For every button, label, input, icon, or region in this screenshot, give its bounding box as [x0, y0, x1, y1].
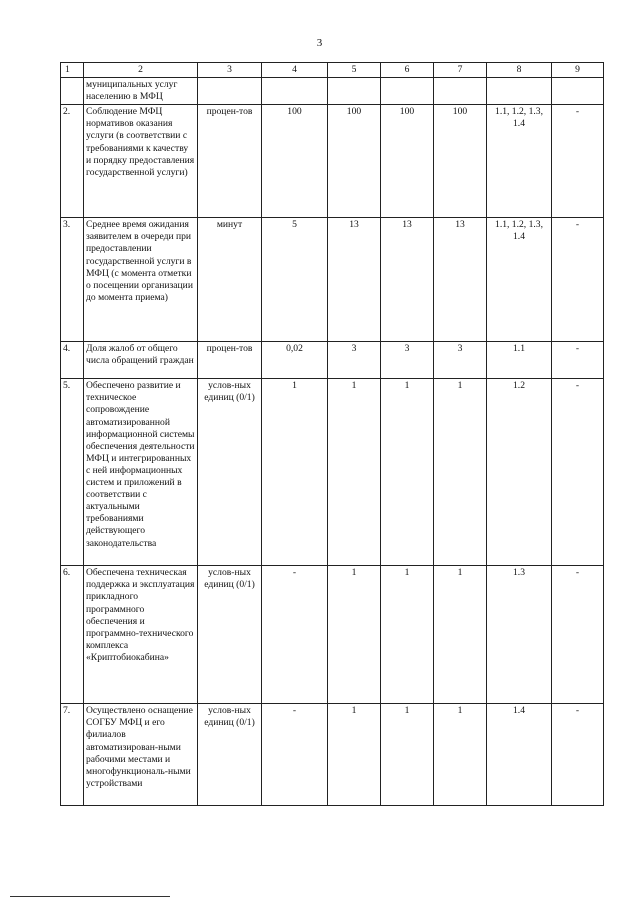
footnote-separator: [10, 896, 170, 897]
indicator-name: Среднее время ожидания заявителем в очереди при предоставлении государственной услуги в МФЦ (с момента отметки о посещении организации до момента приема): [84, 218, 198, 342]
note-cell: -: [552, 105, 604, 218]
value-cell: 1: [328, 566, 381, 704]
indicator-name: муниципальных услуг населению в МФЦ: [84, 78, 198, 105]
unit-cell: услов-ных единиц (0/1): [198, 566, 262, 704]
header-cell: 6: [381, 63, 434, 78]
value-cell: 1: [328, 704, 381, 806]
table-row: [61, 566, 604, 704]
value-cell: 1: [381, 704, 434, 806]
header-cell: 7: [434, 63, 487, 78]
reference-cell: 1.3: [487, 566, 552, 704]
indicator-name: Обеспечена техническая поддержка и эксплуатация прикладного программного обеспечения и программно-технического комплекса «Криптобиокабина»: [84, 566, 198, 704]
reference-cell: [487, 78, 552, 105]
value-cell: 1: [262, 379, 328, 566]
value-cell: 100: [434, 105, 487, 218]
value-cell: 100: [381, 105, 434, 218]
note-cell: -: [552, 704, 604, 806]
value-cell: 0,02: [262, 342, 328, 379]
value-cell: 3: [434, 342, 487, 379]
table-row: [61, 78, 604, 105]
row-number: [61, 78, 84, 105]
value-cell: 1: [434, 704, 487, 806]
row-number: 3.: [61, 218, 84, 342]
row-number: 2.: [61, 105, 84, 218]
table-row: [61, 218, 604, 342]
indicator-name: Осуществлено оснащение СОГБУ МФЦ и его филиалов автоматизирован-ными рабочими местами и многофункциональ-ными устройствами: [84, 704, 198, 806]
row-number: 6.: [61, 566, 84, 704]
value-cell: 1: [381, 566, 434, 704]
indicator-name: Соблюдение МФЦ нормативов оказания услуги (в соответствии с требованиями к качеству и порядку предоставления государственной услуги): [84, 105, 198, 218]
value-cell: 3: [328, 342, 381, 379]
value-cell: 5: [262, 218, 328, 342]
reference-cell: 1.4: [487, 704, 552, 806]
value-cell: 1: [328, 379, 381, 566]
table-row: [61, 105, 604, 218]
value-cell: 13: [434, 218, 487, 342]
value-cell: 1: [434, 379, 487, 566]
note-cell: -: [552, 379, 604, 566]
reference-cell: 1.1, 1.2, 1.3, 1.4: [487, 105, 552, 218]
table-header-row: [61, 63, 604, 78]
unit-cell: минут: [198, 218, 262, 342]
header-cell: 5: [328, 63, 381, 78]
value-cell: [262, 78, 328, 105]
unit-cell: услов-ных единиц (0/1): [198, 379, 262, 566]
indicator-name: Обеспечено развитие и техническое сопровождение автоматизированной информационной системы обеспечения деятельности МФЦ и интегрированных с ней информационных систем и приложений в соответствии с актуальными требованиями действующего законодательства: [84, 379, 198, 566]
header-cell: 3: [198, 63, 262, 78]
note-cell: -: [552, 566, 604, 704]
value-cell: 1: [381, 379, 434, 566]
indicators-table: [60, 62, 604, 806]
reference-cell: 1.2: [487, 379, 552, 566]
note-cell: [552, 78, 604, 105]
header-cell: 4: [262, 63, 328, 78]
table-row: [61, 379, 604, 566]
value-cell: [381, 78, 434, 105]
value-cell: -: [262, 704, 328, 806]
value-cell: [434, 78, 487, 105]
value-cell: [328, 78, 381, 105]
value-cell: 100: [328, 105, 381, 218]
note-cell: -: [552, 342, 604, 379]
note-cell: -: [552, 218, 604, 342]
value-cell: 3: [381, 342, 434, 379]
unit-cell: услов-ных единиц (0/1): [198, 704, 262, 806]
header-cell: 9: [552, 63, 604, 78]
value-cell: -: [262, 566, 328, 704]
reference-cell: 1.1, 1.2, 1.3, 1.4: [487, 218, 552, 342]
table-row: [61, 342, 604, 379]
value-cell: 13: [328, 218, 381, 342]
value-cell: 1: [434, 566, 487, 704]
unit-cell: процен-тов: [198, 342, 262, 379]
indicator-name: Доля жалоб от общего числа обращений граждан: [84, 342, 198, 379]
row-number: 4.: [61, 342, 84, 379]
value-cell: 13: [381, 218, 434, 342]
reference-cell: 1.1: [487, 342, 552, 379]
row-number: 7.: [61, 704, 84, 806]
page-number: 3: [316, 37, 323, 49]
header-cell: 8: [487, 63, 552, 78]
unit-cell: процен-тов: [198, 105, 262, 218]
header-cell: 1: [61, 63, 84, 78]
table-row: [61, 704, 604, 806]
value-cell: 100: [262, 105, 328, 218]
header-cell: 2: [84, 63, 198, 78]
row-number: 5.: [61, 379, 84, 566]
unit-cell: [198, 78, 262, 105]
